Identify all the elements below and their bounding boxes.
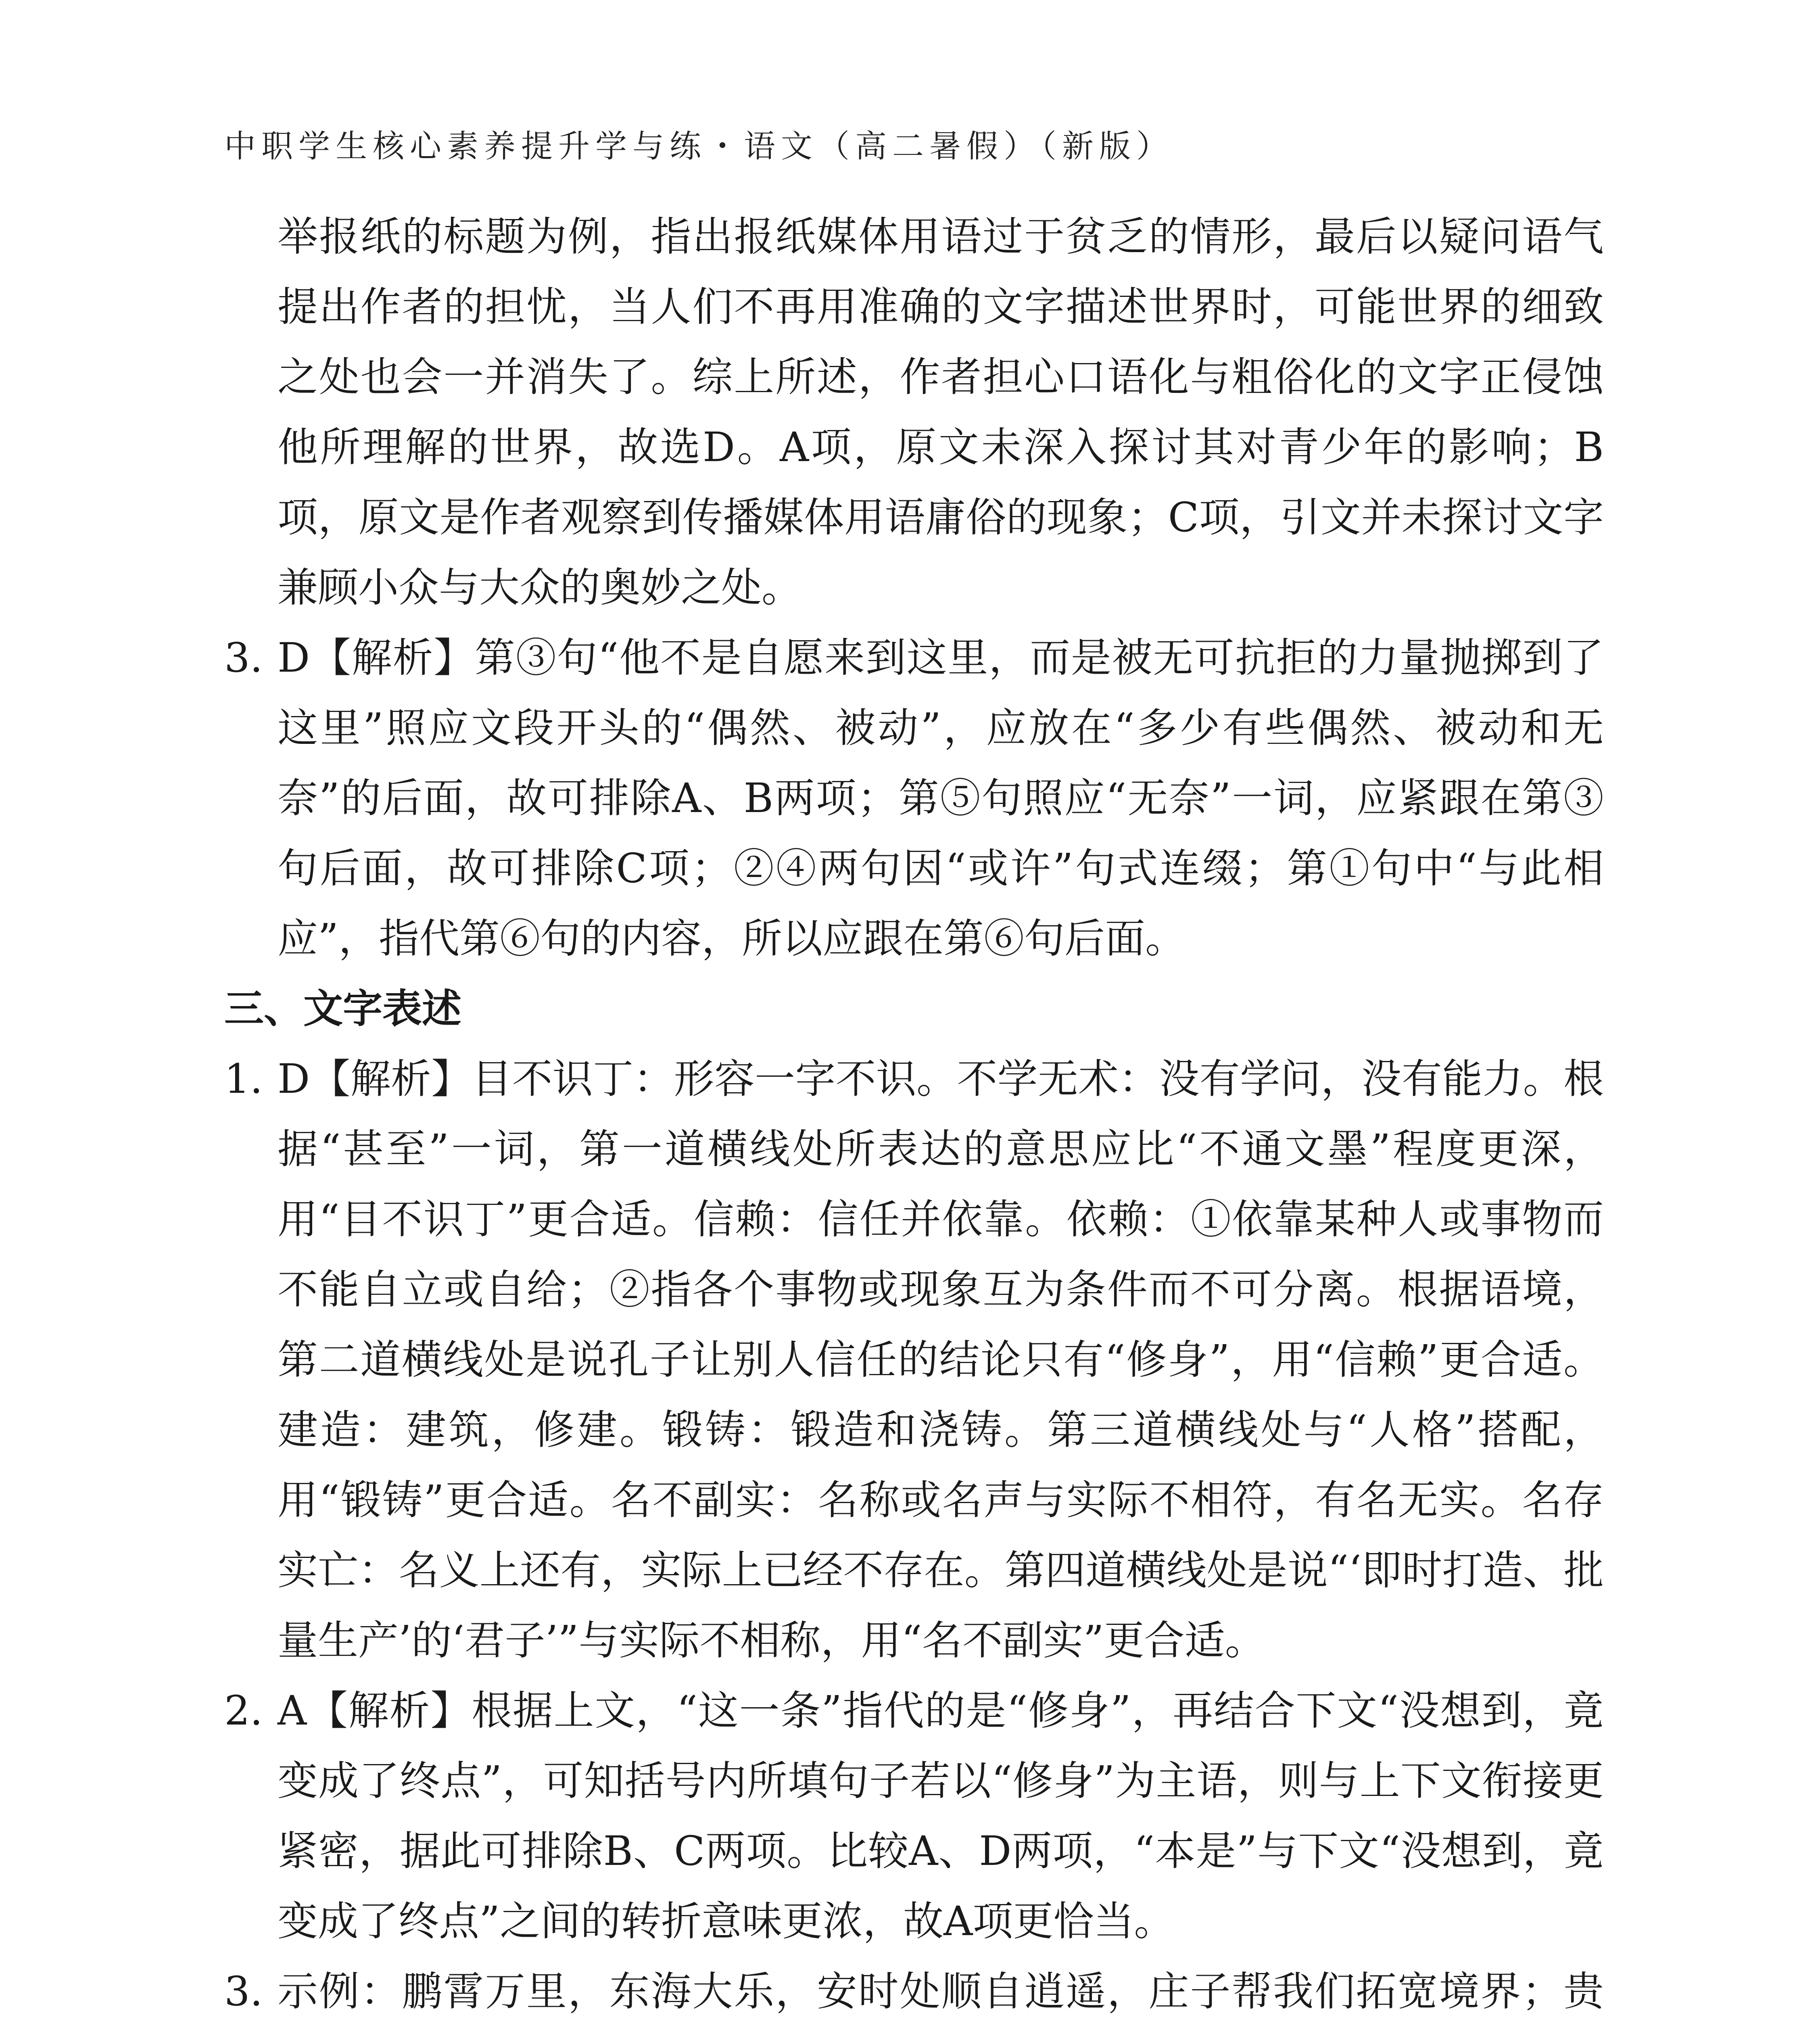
- item-number: 1.: [224, 1055, 263, 1102]
- list-item: [224, 623, 1604, 974]
- page-body: [224, 202, 1604, 2017]
- running-header: 中职学生核心素养提升学与练・语文（高二暑假）（新版）: [224, 128, 1174, 165]
- item-text: D【解析】目不识丁：形容一字不识。不学无术：没有学问，没有能力。根据“甚至”一词，第一道横线处所表达的意思应比“不通文墨”程度更深，用“目不识丁”更合适。信赖：信任并依靠。依赖：①依靠某种人或事物而不能自立或自给；②指各个事物或现象互为条件而不可分离。根据语境，第二道横线处是说孔子让别人信任的结论只有“修身”，用“信赖”更合适。建造：建筑，修建。锻铸：锻造和浇铸。第三道横线处与“人格”搭配，用“锻铸”更合适。名不副实：名称或名声与实际不相符，有名无实。名存实亡：名义上还有，实际上已经不存在。第四道横线处是说“‘即时打造、批量生产’的‘君子’”与实际不相称，用“名不副实”更合适。: [278, 1055, 1604, 1664]
- item-text: 示例：鹏霄万里，东海大乐，安时处顺自逍遥，庄子帮我们拓宽境界；贵: [278, 1968, 1604, 2015]
- item-text: D【解析】第③句“他不是自愿来到这里，而是被无可抗拒的力量抛掷到了这里”照应文段开头的“偶然、被动”，应放在“多少有些偶然、被动和无奈”的后面，故可排除A、B两项；第⑤句照应“无奈”一词，应紧跟在第③句后面，故可排除C项；②④两句因“或许”句式连缀；第①句中“与此相应”，指代第⑥句的内容，所以应跟在第⑥句后面。: [278, 634, 1604, 962]
- section-title-3: 三、文字表述: [224, 986, 462, 1032]
- intro-paragraph: 举报纸的标题为例，指出报纸媒体用语过于贫乏的情形，最后以疑问语气提出作者的担忧，当人们不再用准确的文字描述世界时，可能世界的细致之处也会一并消失了。综上所述，作者担心口语化与粗俗化的文字正侵蚀他所理解的世界，故选D。A项，原文未深入探讨其对青少年的影响；B项，原文是作者观察到传播媒体用语庸俗的现象；C项，引文并未探讨文字兼顾小众与大众的奥妙之处。: [278, 213, 1604, 611]
- list-item: [224, 1044, 1604, 1676]
- list-item: [224, 1676, 1604, 1956]
- list-item: [224, 1956, 1604, 2017]
- item-number: 3.: [224, 634, 263, 681]
- item-text: A【解析】根据上文，“这一条”指代的是“修身”，再结合下文“没想到，竟变成了终点”，可知括号内所填句子若以“修身”为主语，则与上下文衔接更紧密，据此可排除B、C两项。比较A、D两项，“本是”与下文“没想到，竟变成了终点”之间的转折意味更浓，故A项更恰当。: [278, 1687, 1604, 1945]
- item-number: 2.: [224, 1687, 263, 1734]
- item-number: 3.: [224, 1968, 263, 2015]
